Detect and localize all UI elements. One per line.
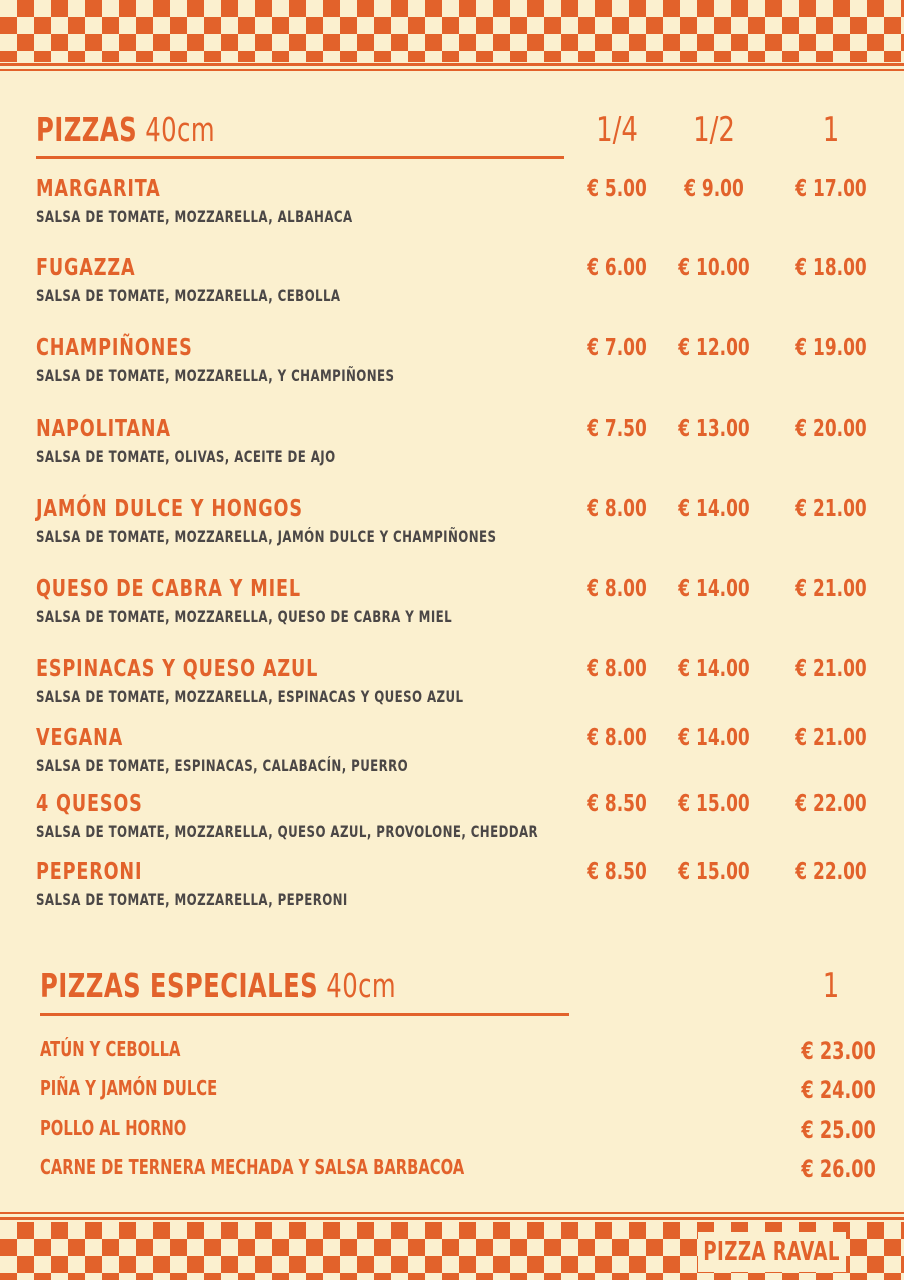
price-quarter: € 8.00: [587, 576, 647, 602]
especiales-title: [40, 966, 396, 1005]
special-item-name: PIÑA Y JAMÓN DULCE: [40, 1076, 218, 1100]
price-half: € 14.00: [678, 725, 750, 751]
price-half: € 9.00: [684, 176, 744, 202]
menu-item: [36, 496, 886, 560]
item-name: PEPERONI: [36, 859, 143, 885]
menu-item: [36, 656, 886, 720]
price-quarter: € 6.00: [587, 255, 647, 281]
item-description: SALSA DE TOMATE, MOZZARELLA, ESPINACAS Y QUESO AZUL: [36, 687, 464, 706]
brand-logo-text: PIZZA RAVAL: [703, 1237, 841, 1267]
item-name: NAPOLITANA: [36, 416, 171, 442]
special-item: [40, 1037, 876, 1067]
item-description: SALSA DE TOMATE, MOZZARELLA, Y CHAMPIÑONES: [36, 366, 395, 385]
price-quarter: € 8.00: [587, 496, 647, 522]
price-half: € 13.00: [678, 416, 750, 442]
item-name: ESPINACAS Y QUESO AZUL: [36, 656, 319, 682]
price-quarter: € 8.00: [587, 656, 647, 682]
top-divider: [0, 63, 904, 66]
item-description: SALSA DE TOMATE, MOZZARELLA, PEPERONI: [36, 890, 348, 909]
menu-item: [36, 255, 886, 319]
item-description: SALSA DE TOMATE, ESPINACAS, CALABACÍN, PUERRO: [36, 756, 409, 775]
item-name: JAMÓN DULCE Y HONGOS: [36, 496, 303, 522]
price-whole: € 17.00: [795, 176, 867, 202]
price-quarter: € 8.50: [587, 859, 647, 885]
item-name: 4 QUESOS: [36, 791, 143, 817]
item-description: SALSA DE TOMATE, MOZZARELLA, CEBOLLA: [36, 286, 341, 305]
column-quarter: 1/4: [596, 110, 638, 150]
item-description: SALSA DE TOMATE, MOZZARELLA, QUESO AZUL, PROVOLONE, CHEDDAR: [36, 822, 539, 841]
item-name: CHAMPIÑONES: [36, 335, 193, 361]
special-item-name: ATÚN Y CEBOLLA: [40, 1037, 181, 1061]
menu-item: [36, 791, 886, 855]
item-name: FUGAZZA: [36, 255, 136, 281]
menu-item: [36, 416, 886, 480]
item-name: QUESO DE CABRA Y MIEL: [36, 576, 301, 602]
bottom-divider: [0, 1217, 904, 1220]
price-whole: € 22.00: [795, 859, 867, 885]
price-whole: € 21.00: [795, 576, 867, 602]
menu-item: [36, 859, 886, 923]
price-whole: € 19.00: [795, 335, 867, 361]
item-description: SALSA DE TOMATE, MOZZARELLA, ALBAHACA: [36, 207, 353, 226]
special-item-price: € 26.00: [801, 1155, 876, 1183]
special-item-price: € 24.00: [801, 1076, 876, 1104]
price-quarter: € 5.00: [587, 176, 647, 202]
special-item-name: POLLO AL HORNO: [40, 1116, 187, 1140]
checkered-border-top: [0, 0, 904, 62]
special-item: [40, 1076, 876, 1106]
pizzas-underline: [36, 156, 564, 159]
bottom-divider-thin: [0, 1212, 904, 1214]
item-name: VEGANA: [36, 725, 124, 751]
price-half: € 12.00: [678, 335, 750, 361]
column-whole: 1: [822, 110, 840, 150]
price-half: € 14.00: [678, 656, 750, 682]
special-item-name: CARNE DE TERNERA MECHADA Y SALSA BARBACOA: [40, 1155, 465, 1179]
price-quarter: € 8.50: [587, 791, 647, 817]
menu-item: [36, 725, 886, 789]
price-whole: € 22.00: [795, 791, 867, 817]
price-half: € 14.00: [678, 496, 750, 522]
price-quarter: € 7.50: [587, 416, 647, 442]
special-item-price: € 25.00: [801, 1116, 876, 1144]
item-description: SALSA DE TOMATE, MOZZARELLA, QUESO DE CABRA Y MIEL: [36, 607, 453, 626]
special-item: [40, 1155, 876, 1185]
price-half: € 10.00: [678, 255, 750, 281]
pizzas-title-text: PIZZAS: [36, 110, 138, 149]
column-half: 1/2: [693, 110, 735, 150]
brand-logo: [698, 1232, 846, 1272]
menu-item: [36, 576, 886, 640]
price-whole: € 18.00: [795, 255, 867, 281]
pizzas-size: 40cm: [145, 110, 215, 149]
price-half: € 15.00: [678, 859, 750, 885]
especiales-title-text: PIZZAS ESPECIALES: [40, 966, 319, 1005]
special-item: [40, 1116, 876, 1146]
item-name: MARGARITA: [36, 176, 161, 202]
price-quarter: € 7.00: [587, 335, 647, 361]
price-whole: € 20.00: [795, 416, 867, 442]
price-whole: € 21.00: [795, 496, 867, 522]
special-item-price: € 23.00: [801, 1037, 876, 1065]
especiales-column-whole: 1: [822, 966, 840, 1006]
item-description: SALSA DE TOMATE, OLIVAS, ACEITE DE AJO: [36, 447, 336, 466]
price-whole: € 21.00: [795, 656, 867, 682]
item-description: SALSA DE TOMATE, MOZZARELLA, JAMÓN DULCE Y CHAMPIÑONES: [36, 527, 497, 546]
top-divider-thin: [0, 69, 904, 71]
price-whole: € 21.00: [795, 725, 867, 751]
menu-item: [36, 176, 886, 240]
especiales-underline: [40, 1013, 569, 1016]
price-half: € 15.00: [678, 791, 750, 817]
especiales-size: 40cm: [326, 966, 397, 1005]
menu-item: [36, 335, 886, 399]
price-quarter: € 8.00: [587, 725, 647, 751]
price-half: € 14.00: [678, 576, 750, 602]
pizzas-title: [36, 110, 215, 149]
